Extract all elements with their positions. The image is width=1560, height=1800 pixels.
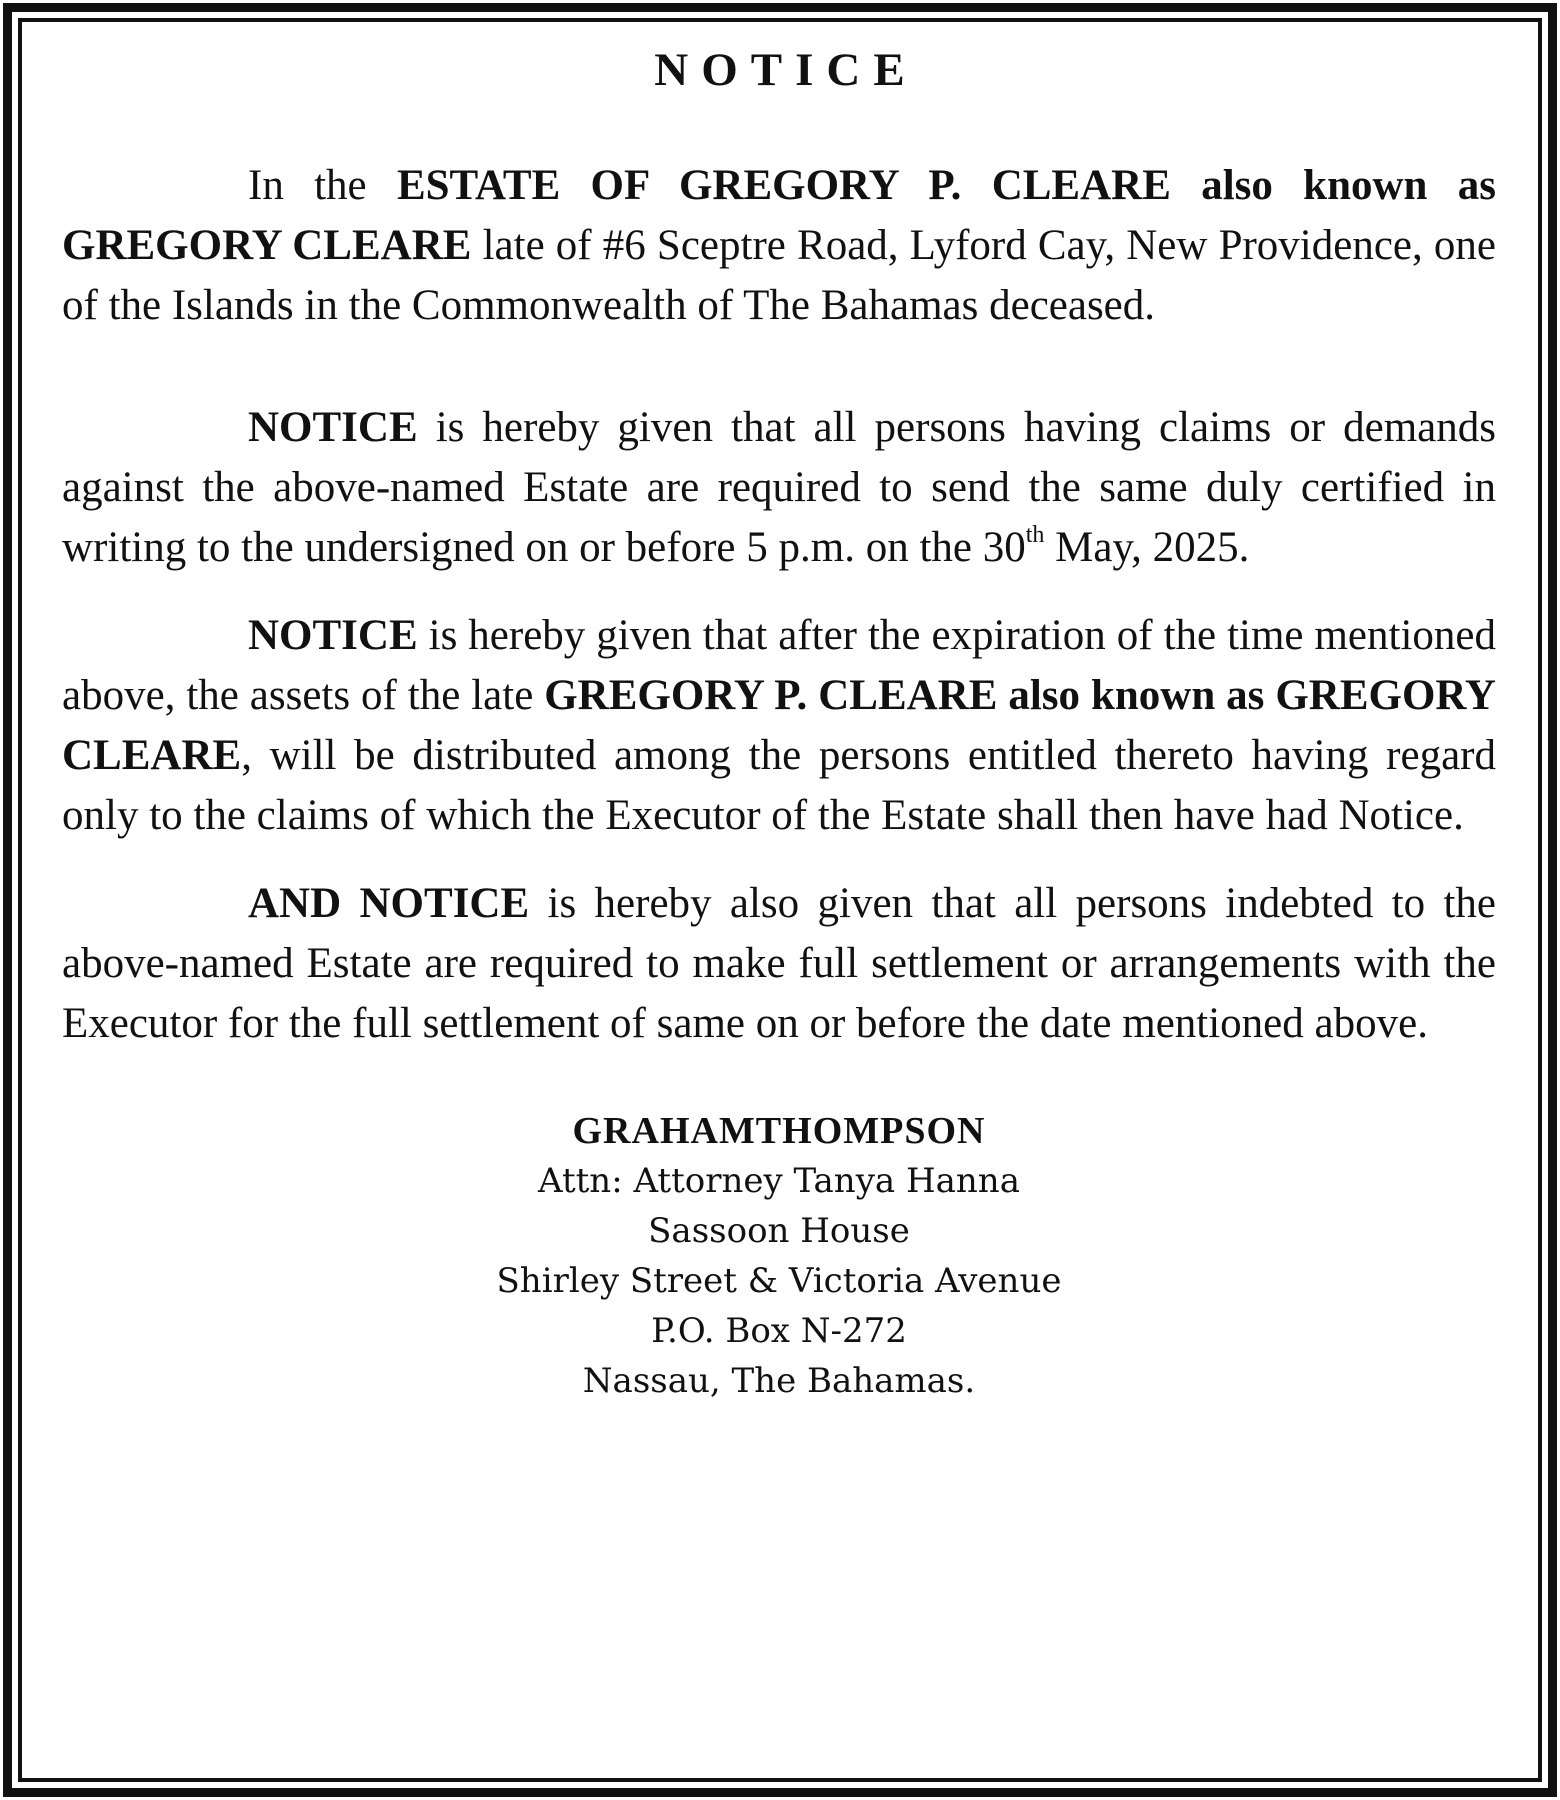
paragraph-estate — [62, 156, 1496, 336]
deceased-name: GREGORY P. CLEARE also known as GREGORY CLEARE — [62, 672, 1496, 779]
building-line: Sassoon House — [648, 1211, 910, 1251]
street-line: Shirley Street & Victoria Avenue — [496, 1261, 1062, 1301]
paragraph-claims — [62, 398, 1496, 578]
text: is hereby given that after the expiration of the time mentioned above, the assets of the late — [62, 612, 1496, 719]
address-block — [62, 1106, 1496, 1406]
text: In the — [248, 162, 397, 209]
notice-title: NOTICE — [654, 44, 918, 96]
text: May, 2025. — [1044, 524, 1250, 571]
text: , will be distributed among the persons entitled thereto having regard only to the claims of which the Executor of the Estate shall then have had Notice. — [62, 732, 1496, 839]
ordinal-suffix: th — [1025, 521, 1045, 548]
text: is hereby also given that all persons indebted to the above-named Estate are required to make full settlement or arrangements with the Executor for the full settlement of same on or before the date mentioned above. — [62, 880, 1497, 1047]
notice-keyword: AND NOTICE — [248, 880, 530, 927]
text: late of #6 Sceptre Road, Lyford Cay, New Providence, one of the Islands in the Commonwealth of The Bahamas deceased. — [62, 222, 1497, 329]
paragraph-indebted — [62, 874, 1496, 1054]
notice-keyword: NOTICE — [248, 404, 418, 451]
paragraph-distribution — [62, 606, 1496, 846]
notice-content — [62, 40, 1496, 1406]
firm-name: GRAHAMTHOMPSON — [572, 1110, 986, 1152]
attention-line: Attn: Attorney Tanya Hanna — [538, 1161, 1020, 1201]
po-box-line: P.O. Box N-272 — [651, 1311, 907, 1351]
estate-name: ESTATE OF GREGORY P. CLEARE also known as GREGORY CLEARE — [62, 162, 1496, 269]
text: is hereby given that all persons having claims or demands against the above-named Estate are required to send the same duly certified in writing to the undersigned on or before 5 p.m. on the 30 — [62, 404, 1496, 571]
city-line: Nassau, The Bahamas. — [582, 1361, 976, 1401]
notice-keyword: NOTICE — [248, 612, 418, 659]
